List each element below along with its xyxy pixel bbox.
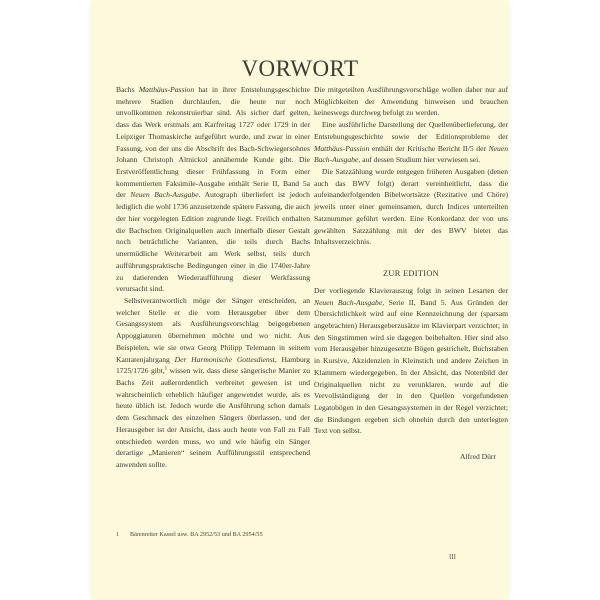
text-run: enthält der Kritische Bericht II/5 der [369, 143, 489, 153]
text-run: hat in ihrer Entstehungsgeschichte mehrere Stadien durchlaufen, die heute nur noch unvollkommen rekonstruierbar sind. Als sicher darf gelten, dass das Werk erstmals am Karfreitag 1727 oder 1729 in der Leipziger Thomaskirche aufgeführt wurde, und zwar in einer Fassung, von der uns die Abschrift des Bach-Schwiegersohnes Johann Christoph Altnickol annähernde Kunde gibt. Die Erstveröffentlichung dieser Frühfassung in Form einer kommentierten Faksimile-Ausgabe enthält Serie II, Band 5a der [116, 85, 310, 200]
document-page [92, 0, 508, 600]
text-run: auf dessen Studium hier verwiesen sei. [360, 155, 481, 165]
text-run: Serie II, Band 5. Aus Gründen der Übersichtlichkeit wird auf eine Kennzeichnung der (sparsam angebrachten) Herausgeberzusätze im Klavierpart verzichtet; in den Singstimmen wird sie dagegen beibehalten. Hier sind also vom Herausgeber hinzugesetzte Bögen gestrichelt, Buchstaben in Kursive, Akzidenzien in Kleinstich und andere Zeichen in Klammern wiedergegeben. In der Absicht, das Notenbild der Originalquellen nicht zu verunklaren, wurde auf die Vervollständigung der in den Quellen vorgefundenen Legatobögen in den Gesangssystemen in der Regel verzichtet; die Bindungen ergeben sich ohnehin durch den unterlegten Text von selbst. [314, 297, 509, 436]
paragraph [314, 119, 508, 166]
page-title: VORWORT [241, 56, 359, 82]
text-run: Autograph überliefert ist jedoch lediglich die wohl 1736 anzusetzende spätere Fassung, die auch der hier vorgelegten Edition zugrunde liegt. Freilich enthalten die Bachschen Originalquellen auch innerhalb dieser Gestalt noch beträchtliche Varianten, die teils durch Bachs unermüdliche Weiterarbeit am Werk selbst, teils durch aufführungspraktische Bedingungen einer in die 1740er-Jahre zu datierenden Wiederaufführung dieser Werkfassung verursacht sind. [116, 190, 310, 294]
text-run: Bachs [116, 85, 139, 94]
italic-title: Der Harmonische Gottesdienst, [174, 354, 277, 364]
left-column [116, 84, 310, 471]
section-heading: ZUR EDITION [382, 269, 440, 279]
footnote-number: 1 [116, 531, 120, 538]
paragraph [116, 295, 310, 471]
author-signature: Alfred Dürr [459, 452, 496, 462]
paragraph: Die Satzzählung wurde entgegen früheren Ausgaben (denen auch das BWV folgt) derart vereinheitlicht, dass die aufeinanderfolgenden Bibelwortsätze (Rezitative und Chöre) jeweils unter einer gemeinsamen, durch Indices unterteilten Satznummer geführt werden. Eine Konkordanz der von uns gewählten Satzzählung mit der des BWV bietet das Inhaltsverzeichnis. [314, 167, 508, 247]
italic-title: Neuen Bach-Ausgabe, [314, 143, 508, 165]
italic-title: Neuen Bach-Ausgabe. [130, 190, 201, 200]
text-run: Der vorliegende Klavierauszug folgt in seinen Lesarten der [314, 285, 508, 295]
page-number: III [449, 553, 456, 561]
text-run: Eine ausführliche Darstellung der Quellenüberlieferung, der Entstehungsgeschichte sowie der Editionsprobleme der [314, 120, 508, 141]
footnote-text: Bärenreiter Kassel usw. BA 2952/53 und BA 2954/55 [130, 531, 263, 538]
text-run: Selbstverantwortlich möge der Sänger entscheiden, an welcher Stelle er die vom Herausgeber über dem Gesangssystem als Ausführungsvorschlag beigegebenen Appoggiaturen übernehmen möchte und wo nicht. Aus Beispielen, wie sie etwa Georg Philipp Telemann in seinem Kantatenjahrgang [116, 295, 310, 364]
italic-title: Neuen Bach-Ausgabe, [314, 297, 385, 307]
right-column [314, 84, 508, 463]
paragraph [116, 84, 310, 295]
paragraph [314, 285, 508, 437]
text-run: wissen wir, dass diese sängerische Manier zu Bachs Zeit außerordentlich verbreitet gewesen ist und wahrscheinlich erheblich häufiger angewendet wurde, als es heute üblich ist. Jedoch wurde die Ausführung schon damals dem Geschmack des einzelnen Sängers überlassen, und der Herausgeber ist der Ansicht, dass auch heute von Fall zu Fall entschieden werden muss, wo und wie häufig ein Sänger derartige „Manieren“ seinem Aufführungsstil entsprechend anwenden sollte. [116, 366, 310, 469]
italic-title: Matthäus-Passion [314, 143, 370, 153]
footnote [116, 531, 263, 538]
text-run: Hamburg 1725/1726 gibt, [116, 354, 310, 376]
italic-title: Matthäus-Passion [138, 85, 195, 94]
paragraph: Die mitgeteilten Ausführungsvorschläge wollen daher nur auf Möglichkeiten der Anwendung hinweisen und brauchen keineswegs durchweg befolgt zu werden. [314, 85, 508, 118]
footnote-reference: 1 [164, 366, 168, 372]
